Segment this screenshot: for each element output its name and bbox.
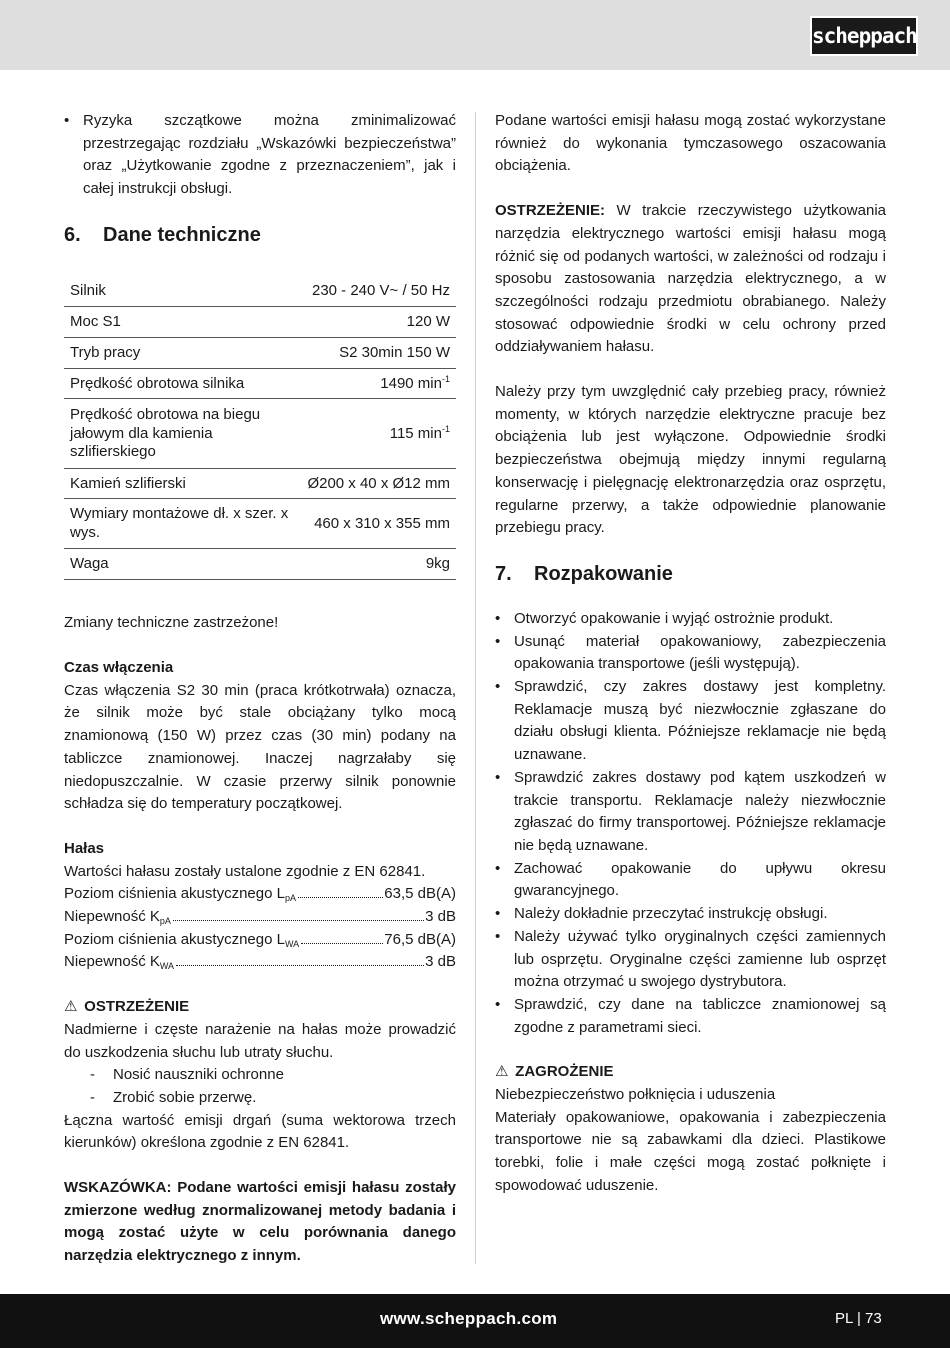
spec-value: 460 x 310 x 355 mm bbox=[296, 499, 456, 549]
list-item: • Otworzyć opakowanie i wyjąć ostrożnie produkt. bbox=[495, 608, 886, 631]
noise-row: Poziom ciśnienia akustycznego $L_{pA}$ 63,5 dB(A) bbox=[64, 885, 456, 904]
section-number: 7. bbox=[495, 562, 512, 585]
section-heading-technical-data bbox=[64, 223, 456, 247]
danger-subtitle: Niebezpieczeństwo połknięcia i uduszenia bbox=[495, 1086, 776, 1104]
warning-text: Nadmierne i częste narażenie na hałas może prowadzić do uszkodzenia słuchu lub utraty słuchu. bbox=[64, 1020, 456, 1061]
spec-value: 120 W bbox=[296, 307, 456, 338]
list-item: • Należy dokładnie przeczytać instrukcję obsługi. bbox=[495, 903, 886, 926]
noise-intro: Wartości hałasu zostały ustalone zgodnie z EN 62841. bbox=[64, 862, 426, 880]
spec-label: Moc S1 bbox=[64, 307, 296, 338]
spec-label: Silnik bbox=[64, 277, 296, 307]
list-item: - Zrobić sobie przerwę. bbox=[64, 1087, 456, 1110]
duty-cycle-text: Czas włączenia S2 30 min (praca krótkotrwała) oznacza, że silnik może być stale obciążany tylko mocą znamionową (150 W) przez czas (30 min) podany na tabliczce znamionowej. Inaczej nagrzałaby się niedopuszczalnie. W czasie przerwy silnik ponownie schładza się do temperatury początkowej. bbox=[64, 681, 456, 813]
noise-estimate-text: Podane wartości emisji hałasu mogą zostać wykorzystane również do wykonania tymczasowego oszacowania obciążenia. bbox=[495, 112, 886, 175]
footer-bar bbox=[0, 1294, 950, 1348]
list-item: • Ryzyka szczątkowe można zminimalizować przestrzegając rozdziału „Wskazówki bezpieczeństwa” oraz „Użytkowanie zgodne z przeznaczeniem”, jak i całej instrukcji obsługi. bbox=[64, 110, 456, 201]
section-title: Rozpakowanie bbox=[534, 562, 673, 585]
warning-paragraph: OSTRZEŻENIE: W trakcie rzeczywistego użytkowania narzędzia elektrycznego wartości emisji hałasu mogą różnić się od podanych wartości, w zależności od rodzaju i sposobu zastosowania narzędzia elektrycznego, a w szczególności rodzaju przedmiotu obrabianego. Należy stosować odpowiednie środki w celu ochrony przed oddziaływaniem hałasu. bbox=[495, 202, 886, 356]
spec-label: Tryb pracy bbox=[64, 338, 296, 369]
noise-heading: Hałas bbox=[64, 839, 105, 857]
right-column bbox=[495, 110, 886, 1198]
spec-value: S2 30min 150 W bbox=[296, 338, 456, 369]
spec-label: Waga bbox=[64, 549, 296, 580]
spec-value: 115 $\min^{-1}$ bbox=[296, 399, 456, 469]
table-row bbox=[64, 277, 456, 307]
list-item: • Usunąć materiał opakowaniowy, zabezpieczenia opakowania transportowe (jeśli występują). bbox=[495, 631, 886, 676]
noise-row: Poziom ciśnienia akustycznego $L_{WA}$ 76,5 dB(A) bbox=[64, 930, 456, 949]
warning-icon: ⚠ bbox=[64, 998, 78, 1016]
intro-list bbox=[64, 110, 456, 201]
warning-icon: ⚠ bbox=[495, 1063, 509, 1081]
spec-label: Wymiary montażowe dł. x szer. x wys. bbox=[64, 499, 296, 549]
section-title: Dane techniczne bbox=[103, 223, 261, 246]
table-row bbox=[64, 549, 456, 580]
list-item: • Zachować opakowanie do upływu okresu gwarancyjnego. bbox=[495, 858, 886, 903]
list-item: • Należy używać tylko oryginalnych części zamiennych lub osprzętu. Oryginalne części zamienne lub osprzęt można otrzymać u swojego dystrybutora. bbox=[495, 926, 886, 994]
table-row bbox=[64, 307, 456, 338]
warning-heading: ⚠ OSTRZEŻENIE bbox=[64, 996, 456, 1019]
column-divider bbox=[475, 112, 476, 1264]
left-column bbox=[64, 110, 456, 1268]
section-heading-unpacking bbox=[495, 562, 886, 586]
page-indicator: PL | 73 bbox=[835, 1310, 882, 1327]
work-cycle-text: Należy przy tym uwzględnić cały przebieg pracy, również momenty, w których narzędzie elektryczne pracuje bez obciążenia lub jest wyłączone. Odpowiednie środki bezpieczeństwa obejmują między innymi regularną konserwację i pielęgnację elektronarzędzia oraz osprzętu, regularne przerwy, a także odpowiednie planowanie przebiegu pracy. bbox=[495, 383, 886, 537]
spec-label: Prędkość obrotowa na biegu jałowym dla kamienia szlifierskiego bbox=[64, 399, 296, 469]
list-item: • Sprawdzić zakres dostawy pod kątem uszkodzeń w trakcie transportu. Reklamacje należy niezwłocznie zgłaszać do firmy transportowej. Późniejsze reklamacje nie będą uznawane. bbox=[495, 767, 886, 858]
table-row bbox=[64, 338, 456, 369]
header-bar bbox=[0, 0, 950, 70]
warning-list bbox=[64, 1064, 456, 1109]
list-item: - Nosić nauszniki ochronne bbox=[64, 1064, 456, 1087]
table-row bbox=[64, 369, 456, 399]
spec-value: 1490 $\min^{-1}$ bbox=[296, 369, 456, 399]
noise-row: Niepewność $K_{WA}$ 3 dB bbox=[64, 953, 456, 972]
scheppach-logo: scheppach bbox=[810, 16, 918, 56]
spec-value: 230 - 240 V~ / 50 Hz bbox=[296, 277, 456, 307]
spec-value: 9kg bbox=[296, 549, 456, 580]
spec-label: Kamień szlifierski bbox=[64, 469, 296, 499]
danger-heading: ⚠ ZAGROŻENIE bbox=[495, 1061, 886, 1084]
website-link[interactable]: www.scheppach.com bbox=[380, 1309, 558, 1328]
table-row bbox=[64, 499, 456, 549]
technical-changes-note: Zmiany techniczne zastrzeżone! bbox=[64, 614, 279, 632]
list-item: • Sprawdzić, czy dane na tabliczce znamionowej są zgodne z parametrami sieci. bbox=[495, 994, 886, 1039]
list-item: • Sprawdzić, czy zakres dostawy jest kompletny. Reklamacje muszą być niezwłocznie zgłaszane do działu obsługi klienta. Późniejsze reklamacje nie będą uznawane. bbox=[495, 676, 886, 767]
spec-value: Ø200 x 40 x Ø12 mm bbox=[296, 469, 456, 499]
table-row bbox=[64, 469, 456, 499]
specs-table bbox=[64, 277, 456, 581]
section-number: 6. bbox=[64, 223, 81, 246]
duty-cycle-heading: Czas włączenia bbox=[64, 659, 174, 677]
noise-row: Niepewność $K_{pA}$ 3 dB bbox=[64, 908, 456, 927]
table-row bbox=[64, 399, 456, 469]
vibration-text: Łączna wartość emisji drgań (suma wektorowa trzech kierunków) określona zgodnie z EN 62841. bbox=[64, 1111, 456, 1152]
danger-text: Materiały opakowaniowe, opakowania i zabezpieczenia transportowe nie są zabawkami dla dzieci. Plastikowe torebki, folie i małe części mogą zostać połknięte i spowodować uduszenie. bbox=[495, 1108, 886, 1194]
unpacking-list bbox=[495, 608, 886, 1039]
hint-note: WSKAZÓWKA: Podane wartości emisji hałasu zostały zmierzone według znormalizowanej metody badania i mogą zostać użyte w celu porównania danego narzędzia elektrycznego z innym. bbox=[64, 1179, 456, 1265]
spec-label: Prędkość obrotowa silnika bbox=[64, 369, 296, 399]
